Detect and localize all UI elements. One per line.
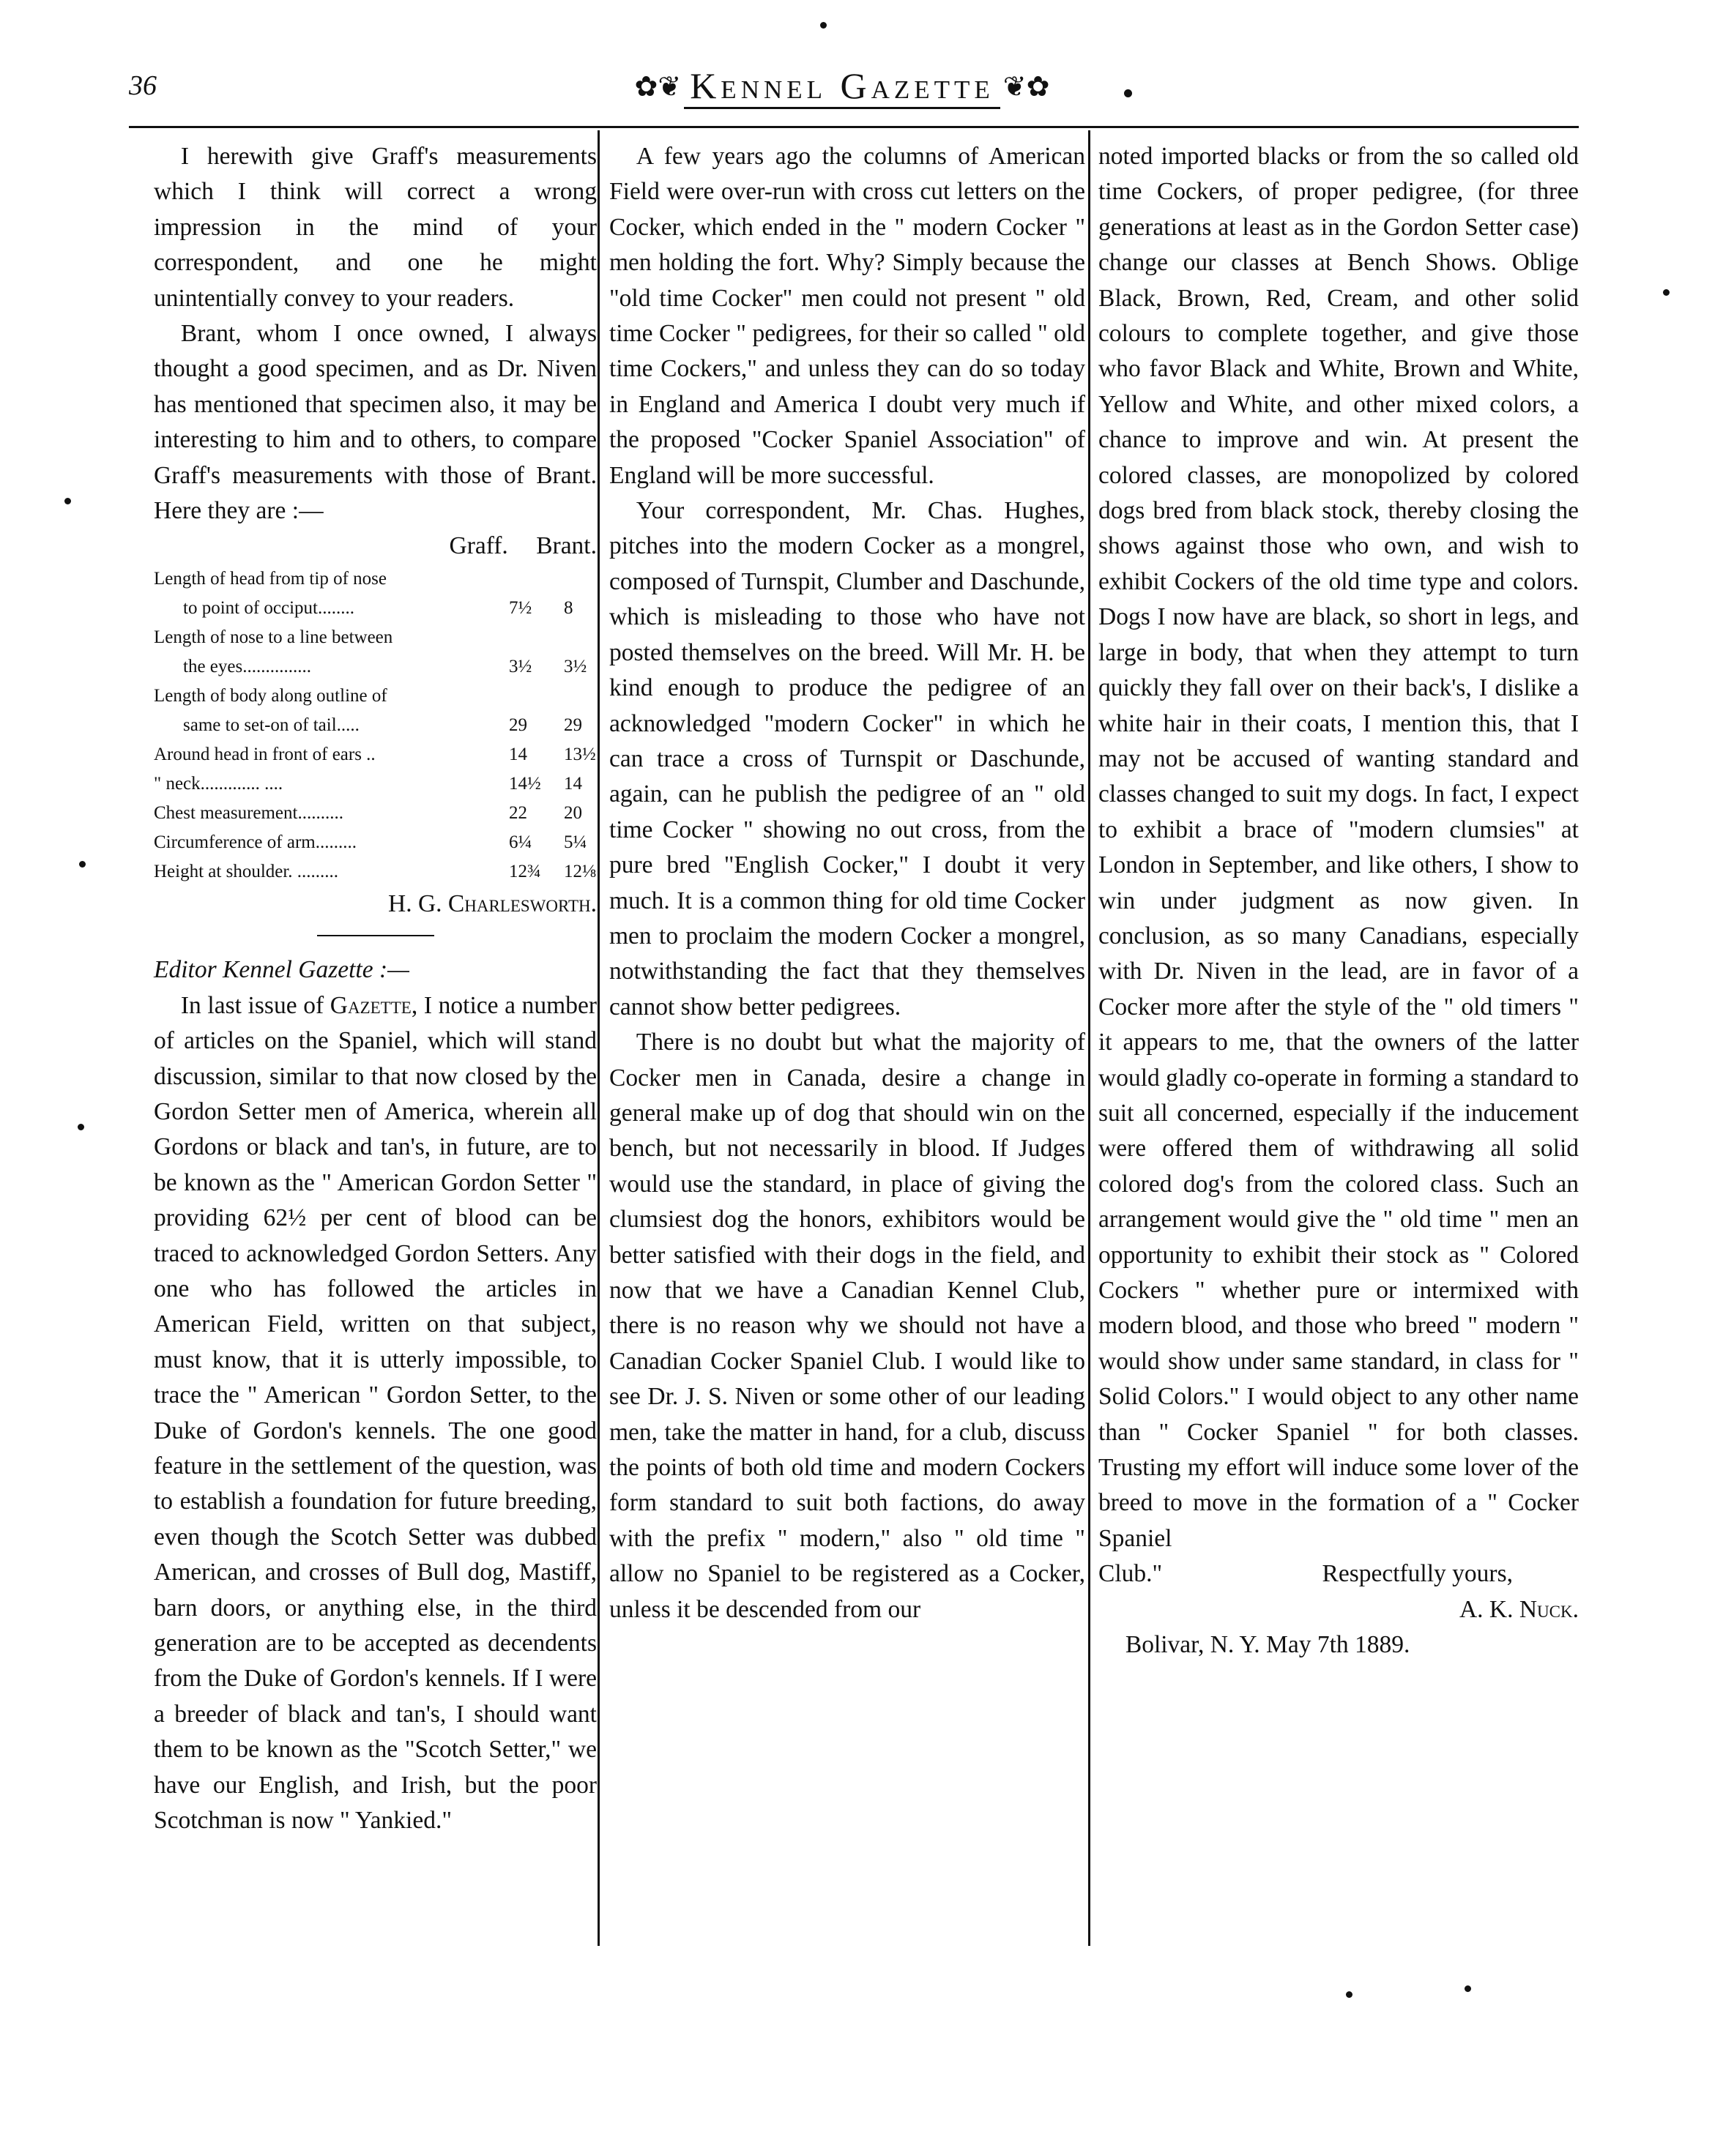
graff-value: 3½: [509, 656, 532, 676]
measurement-label: Length of body along outline of: [154, 685, 387, 706]
masthead-title: Kennel Gazette: [684, 64, 1000, 109]
paragraph: A few years ago the columns of American Field were over-run with cross cut letters on the Cocker, which ended in the " modern Cocker " men holding the fort. Why? Simply because the "old time Cocker" men could not present " old time Cocker " pedigrees, for their so called " old time Cockers," and unless they can do so today in England and America I doubt very much if the proposed "Cocker Spaniel Association" of England will be more successful.: [609, 143, 1085, 489]
table-row: [154, 740, 597, 769]
measurement-label: Height at shoulder. .........: [154, 861, 339, 881]
measurement-label: Length of head from tip of nose: [154, 568, 387, 589]
signature-charlesworth: H. G. Charlesworth.: [388, 889, 597, 917]
speck-dot-icon: [64, 498, 71, 504]
speck-dot-icon: [1465, 1985, 1471, 1992]
paragraph: Your correspondent, Mr. Chas. Hughes, pitches into the modern Cocker as a mongrel, composed of Turnspit, Clumber and Daschunde, which is misleading to those who have not posted themselves on the breed. Will Mr. H. be kind enough to produce the pedigree of an acknowledged "modern Cocker" in which he can trace a cross of Turnspit or Daschunde, again, can he publish the pedigree of an " old time Cocker " showing no out cross, from the pure bred "English Cocker," I doubt it very much. It is a common thing for old time Cocker men to proclaim the modern Cocker a mongrel, notwithstanding the fact that they themselves cannot show better pedigrees.: [609, 497, 1085, 1021]
table-row: [154, 682, 597, 711]
paragraph: Brant, whom I once owned, I always thought a good specimen, and as Dr. Niven has mentioned that specimen also, it may be interesting to him and to others, to compare Graff's measurements with those of Brant. Here they are :—: [154, 320, 597, 525]
measurement-label: same to set-on of tail.....: [183, 715, 360, 735]
header-rule: [129, 126, 1579, 128]
speck-dot-icon: [79, 861, 86, 868]
graff-value: 7½: [509, 597, 532, 618]
paragraph-rest: , I notice a number of articles on the Spaniel, which will stand discussion, similar to that now closed by the Gordon Setter men of America, wherein all Gordons or black and tan's, in future, are to be known as the " American Gordon Setter " providing 62½ per cent of blood can be traced to acknowledged Gordon Setters. Any one who has followed the articles in American Field, written on that subject, must know, that it is utterly impossible, to trace the " American " Gordon Setter, to the Duke of Gordon's kennels. The one good feature in the settlement of the question, was to establish a foundation for future breeding, even though the Scotch Setter was dubbed American, and crosses of Bull dog, Mastiff, barn doors, or anything else, in the third generation are to be accepted as decendents from the Duke of Gordon's kennels. If I were a breeder of black and tan's, I should want them to be known as the "Scotch Setter," we have our English, and Irish, but the poor Scotchman is now " Yankied.": [154, 991, 597, 1835]
masthead: [622, 64, 1062, 123]
signature-nuck: A. K. Nuck.: [1459, 1595, 1579, 1623]
paragraph-start: In last issue of: [180, 991, 330, 1019]
table-row: [154, 828, 597, 857]
table-row: [154, 769, 597, 799]
measurement-label: Length of nose to a line between: [154, 627, 393, 647]
column-rule-left: [598, 130, 600, 1946]
ornament-left-icon: ✿❦: [634, 72, 682, 102]
brant-value: 8: [564, 597, 573, 618]
section-divider: [317, 935, 434, 936]
column-header-graff: Graff.: [449, 532, 508, 560]
measurement-label: " neck............. ....: [154, 773, 283, 794]
table-row: [154, 711, 597, 740]
brant-value: 20: [564, 802, 582, 823]
table-row: [154, 623, 597, 652]
measurement-label: Circumference of arm.........: [154, 832, 357, 852]
closing-line: [1098, 1556, 1579, 1592]
speck-dot-icon: [820, 22, 827, 29]
paragraph: [154, 988, 597, 1839]
table-row: [154, 799, 597, 828]
graff-value: 22: [509, 802, 527, 823]
speck-dot-icon: [1124, 89, 1132, 97]
column-1: [154, 139, 597, 1838]
brant-value: 12⅛: [564, 861, 596, 881]
speck-dot-icon: [1663, 289, 1670, 296]
table-row: [154, 594, 597, 623]
paragraph: noted imported blacks or from the so called old time Cockers, of proper pedigree, (for three generations at least as in the Gordon Setter case) change our classes at Bench Shows. Oblige Black, Brown, Red, Cream, and other solid colours to complete together, and give those who favor Black and White, Brown and White, Yellow and White, and other mixed colors, a chance to improve and win. At present the colored classes, are monopolized by colored dogs bred from black stock, thereby closing the shows against those who own, and wish to exhibit Cockers of the old time type and colors. Dogs I now have are black, so short in legs, and large in body, that when they attempt to turn quickly they fall over on their back's, I dislike a white hair in their coats, I mention this, that I may not be accused of wanting standard and classes changed to suit my dogs. In fact, I expect to exhibit a brace of "modern clumsies" at London in September, and like others, I show to win under judgment as now given. In conclusion, as so many Canadians, especially with Dr. Niven in the lead, are in favor of a Cocker more after the style of the " old timers " it appears to me, that the owners of the latter would gladly co-operate in forming a standard to suit all concerned, especially if the inducement were offered them of withdrawing all solid colored dog's from the colored class. Such an arrangement would give the " old time " men an opportunity to exhibit their stock as " Colored Cockers " whether pure or intermixed with modern blood, and those who breed " modern " would show under same standard, in class for " Solid Colors." I would object to any other name than " Cocker Spaniel " for both classes. Trusting my effort will induce some lover of the breed to move in the formation of a " Cocker Spaniel: [1098, 143, 1579, 1552]
speck-dot-icon: [1346, 1991, 1352, 1998]
graff-value: 12¾: [509, 861, 541, 881]
closing-left: Club.": [1098, 1560, 1163, 1588]
paragraph: There is no doubt but what the majority of Cocker men in Canada, desire a change in general make up of dog that should win on the bench, but not necessarily in blood. If Judges would use the standard, in place of giving the clumsiest dog the honors, exhibitors would be better satisfied with their dogs in the field, and now that we have a Canadian Kennel Club, there is no reason why we should not have a Canadian Cocker Spaniel Club. I would like to see Dr. J. S. Niven or some other of our leading men, take the matter in hand, for a club, discuss the points of both old time and modern Cockers form standard to suit both factions, do away with the prefix " modern," also " old time " allow no Spaniel to be registered as a Cocker, unless it be descended from our: [609, 1029, 1085, 1623]
measurement-table: [154, 564, 597, 887]
graff-value: 29: [509, 715, 527, 735]
column-rule-right: [1088, 130, 1090, 1946]
measurement-label: to point of occiput........: [183, 597, 354, 618]
measurement-label: Chest measurement..........: [154, 802, 343, 823]
ornament-right-icon: ❦✿: [1002, 72, 1050, 102]
column-3: [1098, 139, 1579, 1663]
brant-value: 14: [564, 773, 582, 794]
gazette-name: Gazette: [330, 991, 412, 1019]
editor-salutation: Editor Kennel Gazette :—: [154, 956, 409, 984]
column-header-brant: Brant.: [536, 532, 597, 560]
table-row: [154, 652, 597, 682]
measurement-label: Around head in front of ears ..: [154, 744, 376, 764]
brant-value: 5¼: [564, 832, 587, 852]
graff-value: 14½: [509, 773, 541, 794]
measurement-label: the eyes...............: [183, 656, 311, 676]
paragraph: I herewith give Graff's measurements which I think will correct a wrong impression in the mind of your correspondent, and one he might unintentially convey to your readers.: [154, 143, 597, 312]
column-2: [609, 139, 1085, 1627]
brant-value: 13½: [564, 744, 596, 764]
graff-value: 14: [509, 744, 527, 764]
table-row: [154, 564, 597, 594]
speck-dot-icon: [78, 1124, 84, 1130]
dateline: Bolivar, N. Y. May 7th 1889.: [1125, 1631, 1410, 1659]
measurement-table-header: [154, 529, 597, 564]
closing-right: Respectfully yours,: [1322, 1560, 1513, 1588]
graff-value: 6¼: [509, 832, 532, 852]
table-row: [154, 857, 597, 887]
brant-value: 3½: [564, 656, 587, 676]
page-number: 36: [129, 70, 157, 101]
brant-value: 29: [564, 715, 582, 735]
